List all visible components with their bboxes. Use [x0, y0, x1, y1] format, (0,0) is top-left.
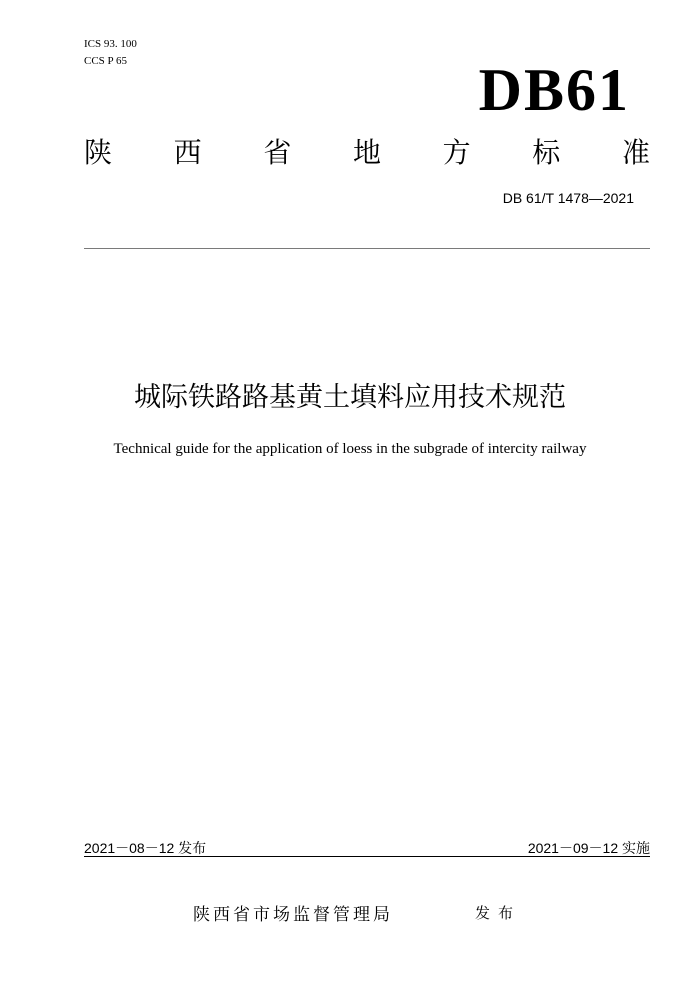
publish-date: 2021－08－12 发布	[84, 840, 207, 856]
standard-type-char: 省	[263, 136, 292, 169]
standard-type-char: 西	[173, 136, 202, 169]
standard-type-char: 标	[532, 136, 561, 169]
title-english: Technical guide for the application of loess in the subgrade of intercity railway	[113, 441, 587, 457]
standard-type-char: 准	[621, 136, 650, 169]
ics-code: ICS 93. 100	[84, 38, 137, 50]
footer-divider	[84, 856, 650, 857]
date-row	[84, 838, 650, 858]
header-divider	[84, 248, 650, 249]
db-code-logo: DB61	[478, 57, 630, 123]
standard-type	[84, 134, 650, 172]
classification-block	[84, 36, 137, 70]
ccs-code: CCS P 65	[84, 55, 128, 67]
publisher-name: 陕西省市场监督管理局	[193, 905, 393, 925]
standard-type-char: 陕	[84, 136, 113, 169]
standard-type-char: 地	[352, 136, 381, 169]
standard-type-char: 方	[442, 136, 471, 169]
title-chinese: 城际铁路路基黄土填料应用技术规范	[134, 382, 566, 413]
publish-label: 发布	[475, 904, 522, 922]
implement-date: 2021－09－12 实施	[527, 840, 650, 856]
standard-number: DB 61/T 1478—2021	[502, 190, 634, 206]
